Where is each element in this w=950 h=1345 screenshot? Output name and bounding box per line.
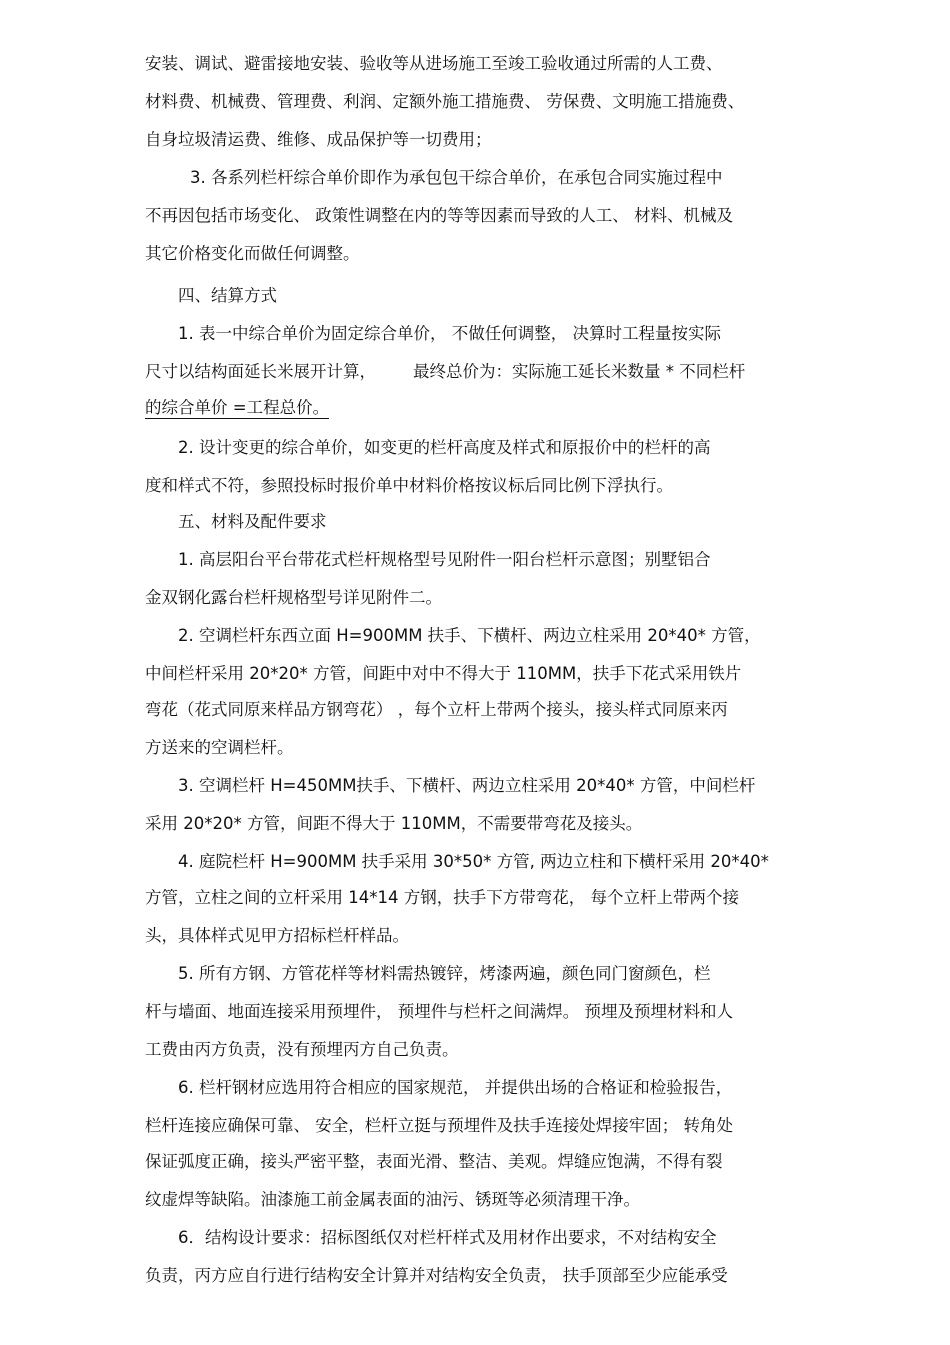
- text-line: 其它价格变化而做任何调整。: [145, 244, 360, 263]
- paragraph-first-line: 6．结构设计要求：招标图纸仅对栏杆样式及用材作出要求，不对结构安全: [178, 1228, 717, 1247]
- text-line: 负责，丙方应自行进行结构安全计算并对结构安全负责， 扶手顶部至少应能承受: [145, 1266, 728, 1285]
- text-line: 杆与墙面、地面连接采用预埋件， 预埋件与栏杆之间满焊。 预埋及预埋材料和人: [145, 1002, 733, 1021]
- paragraph-first-line: 3. 空调栏杆 H=450MM扶手、下横杆、两边立柱采用 20*40* 方管，中间栏杆: [178, 776, 756, 795]
- text-line: [145, 361, 815, 383]
- underlined-formula-end: 的综合单价 =工程总价。: [145, 398, 330, 417]
- text-line: 纹虚焊等缺陷。油漆施工前金属表面的油污、锈斑等必须清理干净。: [145, 1190, 640, 1209]
- paragraph-first-line: 3. 各系列栏杆综合单价即作为承包包干综合单价，在承包合同实施过程中: [190, 168, 723, 187]
- paragraph-first-line: 5. 所有方钢、方管花样等材料需热镀锌，烤漆两遍，颜色同门窗颜色，栏: [178, 964, 711, 983]
- section-heading-settlement: 四、结算方式: [178, 286, 277, 305]
- text-line: 中间栏杆采用 20*20* 方管，间距中对中不得大于 110MM，扶手下花式采用铁片: [145, 664, 742, 683]
- paragraph-first-line: 6. 栏杆钢材应选用符合相应的国家规范， 并提供出场的合格证和检验报告，: [178, 1078, 733, 1097]
- text-line: 栏杆连接应确保可靠、 安全，栏杆立挺与预埋件及扶手连接处焊接牢固； 转角处: [145, 1116, 733, 1135]
- text-line: 方管，立柱之间的立杆采用 14*14 方钢，扶手下方带弯花， 每个立杆上带两个接: [145, 888, 739, 907]
- text-line: 采用 20*20* 方管，间距不得大于 110MM，不需要带弯花及接头。: [145, 814, 643, 833]
- text-line: 弯花（花式同原来样品方钢弯花） ，每个立杆上带两个接头，接头样式同原来丙: [145, 700, 728, 719]
- text-line: 保证弧度正确，接头严密平整，表面光滑、整洁、美观。焊缝应饱满，不得有裂: [145, 1152, 723, 1171]
- underlined-formula: 最终总价为：实际施工延长米数量 * 不同栏杆: [413, 361, 745, 383]
- text-line: 方送来的空调栏杆。: [145, 738, 294, 757]
- text-line: [145, 397, 815, 419]
- text-line: 头，具体样式见甲方招标栏杆样品。: [145, 926, 409, 945]
- text-segment: 尺寸以结构面延长米展开计算，: [145, 362, 376, 381]
- text-line: 工费由丙方负责，没有预埋丙方自己负责。: [145, 1040, 459, 1059]
- text-line: 材料费、机械费、管理费、利润、定额外施工措施费、 劳保费、文明施工措施费、: [145, 92, 745, 111]
- section-heading-materials: 五、材料及配件要求: [178, 512, 327, 531]
- paragraph-first-line: 1. 表一中综合单价为固定综合单价， 不做任何调整， 决算时工程量按实际: [178, 324, 721, 343]
- paragraph-first-line: 2. 空调栏杆东西立面 H=900MM 扶手、下横杆、两边立柱采用 20*40* 方管，: [178, 626, 761, 645]
- text-line: 不再因包括市场变化、 政策性调整在内的等等因素而导致的人工、 材料、机械及: [145, 206, 733, 225]
- text-line: 自身垃圾清运费、维修、成品保护等一切费用；: [145, 130, 492, 149]
- paragraph-first-line: 1. 高层阳台平台带花式栏杆规格型号见附件一阳台栏杆示意图；别墅铝合: [178, 550, 711, 569]
- paragraph-first-line: 4. 庭院栏杆 H=900MM 扶手采用 30*50* 方管, 两边立柱和下横杆采用 20*40*: [178, 852, 769, 871]
- paragraph-first-line: 2. 设计变更的综合单价，如变更的栏杆高度及样式和原报价中的栏杆的高: [178, 438, 711, 457]
- text-line: 金双钢化露台栏杆规格型号详见附件二。: [145, 588, 442, 607]
- text-line: 度和样式不符，参照投标时报价单中材料价格按议标后同比例下浮执行。: [145, 476, 673, 495]
- text-line: 安装、调试、避雷接地安装、验收等从进场施工至竣工验收通过所需的人工费、: [145, 54, 723, 73]
